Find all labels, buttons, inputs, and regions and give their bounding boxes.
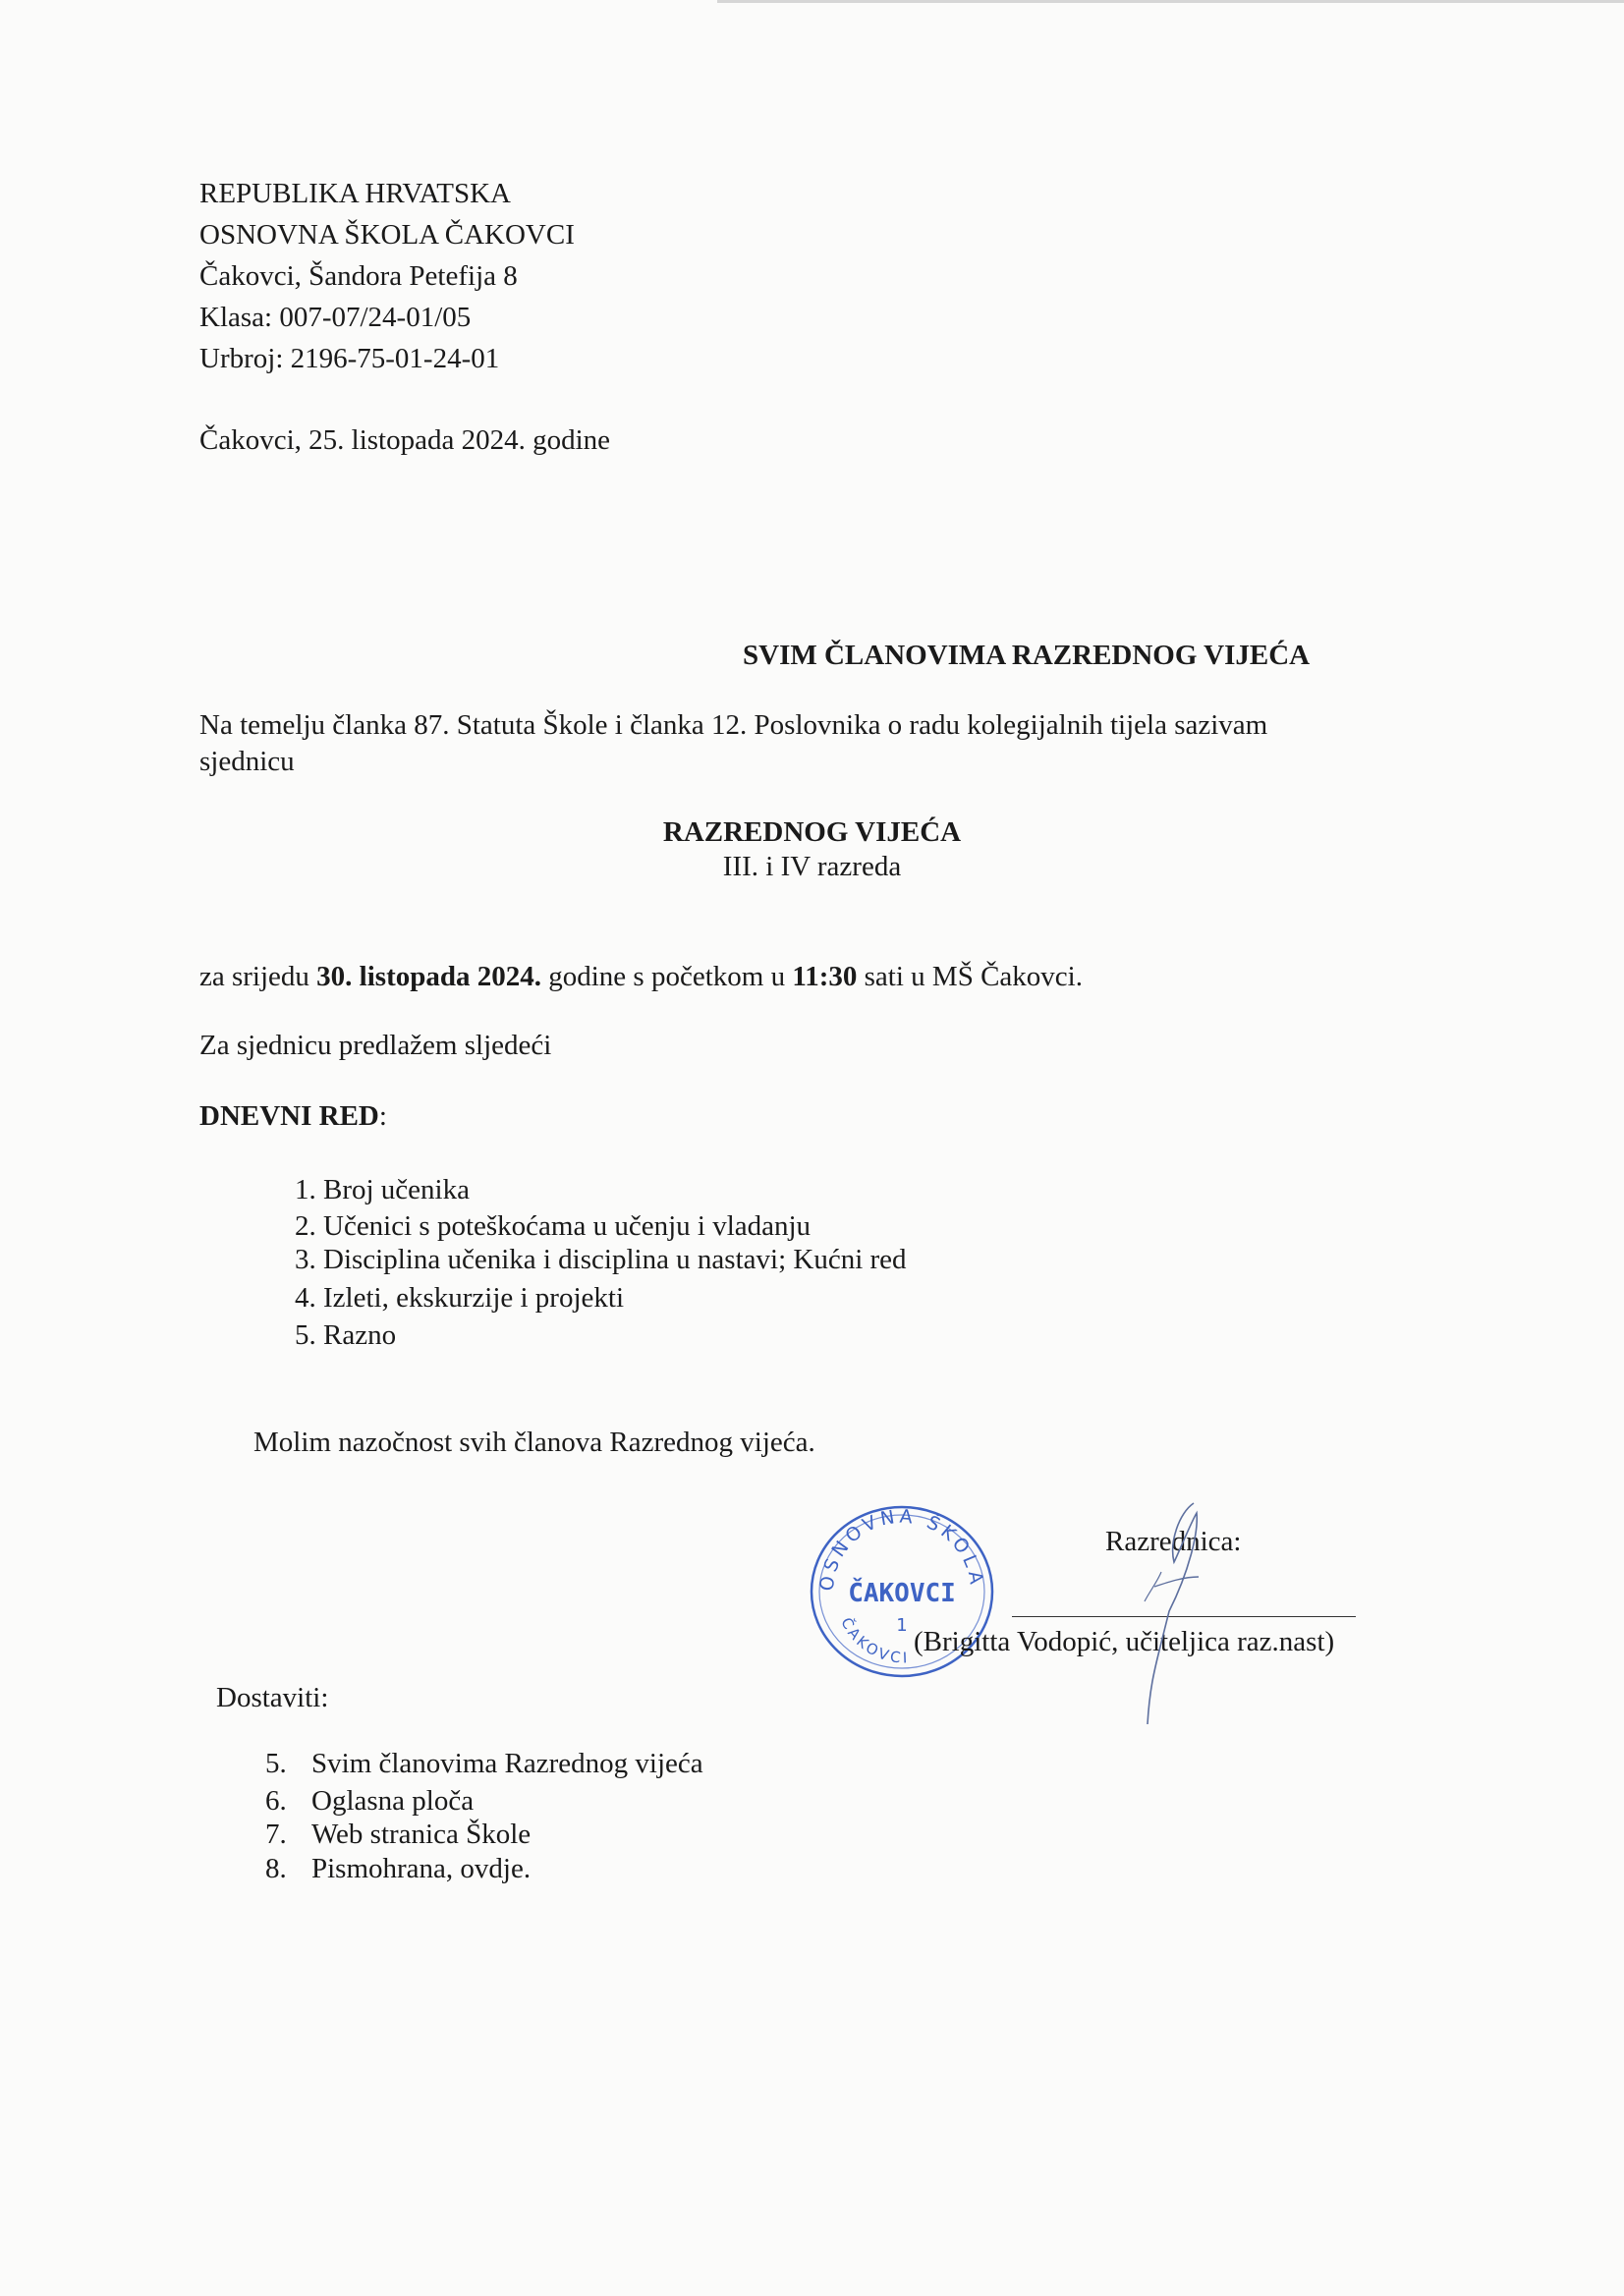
- signature-role: Razrednica:: [1105, 1526, 1242, 1557]
- delivery-item: [265, 1819, 531, 1851]
- agenda-item-text: Broj učenika: [323, 1174, 470, 1205]
- intro-line-1: Na temelju članka 87. Statuta Škole i članka 12. Poslovnika o radu kolegijalnih tijela sazivam: [199, 709, 1268, 741]
- session-suffix: sati u MŠ Čakovci.: [864, 961, 1083, 992]
- meeting-title: RAZREDNOG VIJEĆA: [662, 816, 962, 848]
- delivery-item-number: 7.: [265, 1819, 287, 1850]
- stamp-number: 1: [896, 1615, 908, 1636]
- stamp-bottom-text: ČAKOVCI: [837, 1614, 911, 1667]
- agenda-heading: [199, 1100, 387, 1133]
- delivery-heading: Dostaviti:: [216, 1682, 329, 1713]
- agenda-item-text: Učenici s poteškoćama u učenju i vladanju: [323, 1210, 812, 1242]
- delivery-item-number: 6.: [265, 1785, 287, 1817]
- document-date: Čakovci, 25. listopada 2024. godine: [199, 424, 611, 456]
- delivery-item: [265, 1853, 531, 1885]
- agenda-item-number: 2.: [295, 1210, 316, 1242]
- delivery-item-number: 8.: [265, 1853, 287, 1884]
- stamp-top-text: OSNOVNA ŠKOLA: [815, 1505, 988, 1593]
- delivery-item-text: Oglasna ploča: [311, 1785, 475, 1817]
- delivery-item: [265, 1748, 703, 1780]
- agenda-item-text: Razno: [323, 1319, 397, 1351]
- session-prefix: za srijedu: [199, 961, 309, 992]
- agenda-item-number: 1.: [295, 1174, 316, 1205]
- session-middle: godine s početkom u: [548, 961, 786, 992]
- signature-stroke-cross: [1154, 1577, 1199, 1587]
- signature-stroke-main: [1148, 1503, 1197, 1724]
- intro-line-2: sjednicu: [199, 746, 295, 777]
- letterhead-urbroj: Urbroj: 2196-75-01-24-01: [199, 343, 500, 374]
- letterhead-school: OSNOVNA ŠKOLA ČAKOVCI: [199, 219, 575, 251]
- agenda-item: [295, 1174, 470, 1206]
- agenda-item: [295, 1319, 396, 1352]
- proposal-line: Za sjednicu predlažem sljedeći: [199, 1030, 552, 1061]
- addressee: SVIM ČLANOVIMA RAZREDNOG VIJEĆA: [743, 640, 1311, 671]
- agenda-item-number: 3.: [295, 1244, 316, 1275]
- session-date: 30. listopada 2024.: [316, 961, 541, 992]
- delivery-item-text: Svim članovima Razrednog vijeća: [311, 1748, 703, 1779]
- meeting-subtitle: III. i IV razreda: [722, 851, 902, 882]
- agenda-item: [295, 1210, 811, 1243]
- agenda-heading-colon: :: [378, 1100, 387, 1132]
- agenda-item: [295, 1244, 907, 1276]
- agenda-item-text: Izleti, ekskurzije i projekti: [323, 1282, 625, 1314]
- letterhead-country: REPUBLIKA HRVATSKA: [199, 178, 512, 209]
- agenda-item: [295, 1282, 624, 1315]
- closing-line: Molim nazočnost svih članova Razrednog vijeća.: [253, 1427, 815, 1458]
- delivery-item-text: Web stranica Škole: [311, 1819, 532, 1850]
- delivery-item: [265, 1785, 474, 1818]
- session-line: [199, 961, 1083, 993]
- signature-stroke-hook: [1145, 1572, 1161, 1601]
- letterhead: [199, 173, 575, 379]
- agenda-item-text: Disciplina učenika i disciplina u nastavi; Kućni red: [323, 1244, 907, 1275]
- session-time: 11:30: [792, 961, 858, 992]
- delivery-item-number: 5.: [265, 1748, 287, 1779]
- agenda-heading-text: DNEVNI RED: [199, 1100, 379, 1132]
- signature-name: (Brigitta Vodopić, učiteljica raz.nast): [914, 1626, 1335, 1657]
- handwritten-signature: [1100, 1493, 1218, 1729]
- delivery-item-text: Pismohrana, ovdje.: [311, 1853, 532, 1884]
- agenda-item-number: 4.: [295, 1282, 316, 1314]
- agenda-item-number: 5.: [295, 1319, 316, 1351]
- stamp-center-text: ČAKOVCI: [848, 1579, 956, 1608]
- letterhead-address: Čakovci, Šandora Petefija 8: [199, 260, 518, 292]
- school-stamp: [804, 1493, 1000, 1690]
- scan-edge: [717, 0, 1624, 3]
- letterhead-klasa: Klasa: 007-07/24-01/05: [199, 302, 472, 333]
